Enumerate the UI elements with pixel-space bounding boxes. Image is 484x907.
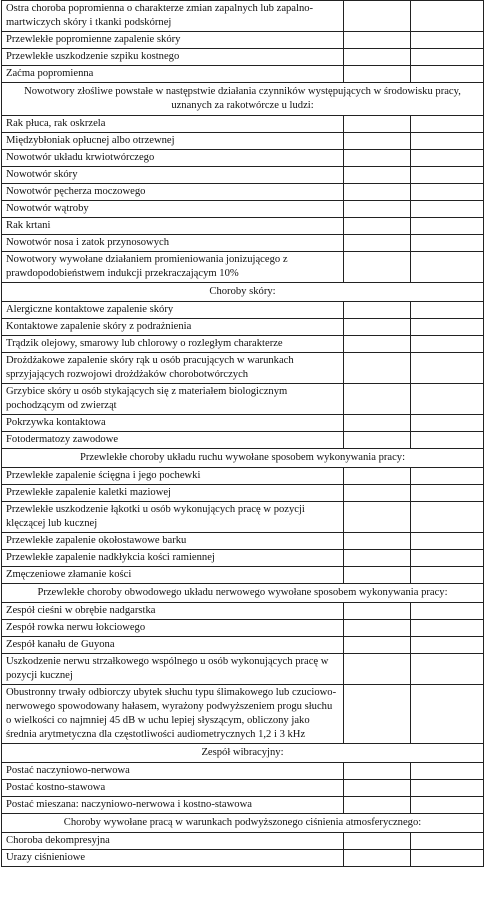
empty-cell — [344, 850, 411, 867]
disease-name-cell: Trądzik olejowy, smarowy lub chlorowy o rozległym charakterze — [2, 336, 344, 353]
empty-cell — [344, 468, 411, 485]
table-row — [2, 184, 484, 201]
disease-name-cell: Urazy ciśnieniowe — [2, 850, 344, 867]
empty-cell — [344, 201, 411, 218]
empty-cell — [411, 780, 484, 797]
table-row — [2, 432, 484, 449]
empty-cell — [344, 167, 411, 184]
empty-cell — [411, 66, 484, 83]
table-row — [2, 353, 484, 384]
empty-cell — [344, 252, 411, 283]
empty-cell — [344, 550, 411, 567]
disease-name-cell: Drożdżakowe zapalenie skóry rąk u osób pracujących w warunkach sprzyjających rozwojowi drożdżaków chorobotwórczych — [2, 353, 344, 384]
empty-cell — [344, 685, 411, 744]
disease-table — [1, 0, 484, 867]
table-row — [2, 533, 484, 550]
disease-name-cell: Nowotwór skóry — [2, 167, 344, 184]
empty-cell — [411, 49, 484, 66]
table-row — [2, 167, 484, 184]
empty-cell — [411, 218, 484, 235]
empty-cell — [344, 353, 411, 384]
disease-name-cell: Przewlekłe zapalenie kaletki maziowej — [2, 485, 344, 502]
empty-cell — [344, 415, 411, 432]
disease-name-cell: Zespół kanału de Guyona — [2, 637, 344, 654]
empty-cell — [411, 201, 484, 218]
empty-cell — [344, 833, 411, 850]
empty-cell — [411, 502, 484, 533]
disease-name-cell: Uszkodzenie nerwu strzałkowego wspólnego u osób wykonujących pracę w pozycji kucznej — [2, 654, 344, 685]
empty-cell — [411, 432, 484, 449]
empty-cell — [344, 797, 411, 814]
table-row — [2, 567, 484, 584]
empty-cell — [344, 533, 411, 550]
section-header-row — [2, 283, 484, 302]
table-row — [2, 252, 484, 283]
empty-cell — [344, 384, 411, 415]
empty-cell — [344, 1, 411, 32]
empty-cell — [344, 763, 411, 780]
empty-cell — [344, 654, 411, 685]
empty-cell — [411, 336, 484, 353]
disease-name-cell: Choroba dekompresyjna — [2, 833, 344, 850]
empty-cell — [411, 850, 484, 867]
empty-cell — [344, 302, 411, 319]
empty-cell — [344, 133, 411, 150]
table-row — [2, 384, 484, 415]
table-row — [2, 336, 484, 353]
empty-cell — [411, 167, 484, 184]
empty-cell — [411, 468, 484, 485]
section-header: Choroby wywołane pracą w warunkach podwyższonego ciśnienia atmosferycznego: — [2, 814, 484, 833]
table-row — [2, 685, 484, 744]
table-row — [2, 763, 484, 780]
table-body — [2, 1, 484, 867]
disease-name-cell: Zespół rowka nerwu łokciowego — [2, 620, 344, 637]
empty-cell — [344, 432, 411, 449]
empty-cell — [344, 567, 411, 584]
disease-name-cell: Ostra choroba popromienna o charakterze zmian zapalnych lub zapalno-martwiczych skóry i tkanki podskórnej — [2, 1, 344, 32]
empty-cell — [344, 637, 411, 654]
disease-name-cell: Obustronny trwały odbiorczy ubytek słuchu typu ślimakowego lub czuciowo-nerwowego spowodowany hałasem, wyrażony podwyższeniem progu słuchu o wielkości co najmniej 45 dB w uchu lepiej słyszącym, obliczony jako średnia arytmetyczna dla częstotliwości audiometrycznych 1,2 i 3 kHz — [2, 685, 344, 744]
empty-cell — [344, 502, 411, 533]
table-row — [2, 1, 484, 32]
table-row — [2, 150, 484, 167]
empty-cell — [344, 485, 411, 502]
section-header-row — [2, 584, 484, 603]
section-header-row — [2, 744, 484, 763]
empty-cell — [411, 116, 484, 133]
empty-cell — [411, 763, 484, 780]
empty-cell — [344, 336, 411, 353]
section-header: Przewlekłe choroby układu ruchu wywołane sposobem wykonywania pracy: — [2, 449, 484, 468]
empty-cell — [411, 620, 484, 637]
empty-cell — [411, 353, 484, 384]
empty-cell — [411, 550, 484, 567]
table-row — [2, 302, 484, 319]
disease-name-cell: Nowotwór pęcherza moczowego — [2, 184, 344, 201]
disease-name-cell: Pokrzywka kontaktowa — [2, 415, 344, 432]
empty-cell — [411, 252, 484, 283]
empty-cell — [344, 32, 411, 49]
section-header-row — [2, 449, 484, 468]
section-header: Choroby skóry: — [2, 283, 484, 302]
empty-cell — [344, 780, 411, 797]
empty-cell — [411, 235, 484, 252]
disease-name-cell: Przewlekłe popromienne zapalenie skóry — [2, 32, 344, 49]
section-header-row — [2, 83, 484, 116]
table-row — [2, 468, 484, 485]
empty-cell — [411, 485, 484, 502]
empty-cell — [411, 797, 484, 814]
disease-name-cell: Nowotwór układu krwiotwórczego — [2, 150, 344, 167]
table-row — [2, 235, 484, 252]
empty-cell — [411, 32, 484, 49]
table-row — [2, 620, 484, 637]
empty-cell — [411, 150, 484, 167]
table-row — [2, 66, 484, 83]
section-header: Przewlekłe choroby obwodowego układu nerwowego wywołane sposobem wykonywania pracy: — [2, 584, 484, 603]
table-row — [2, 201, 484, 218]
empty-cell — [344, 184, 411, 201]
empty-cell — [411, 833, 484, 850]
table-row — [2, 485, 484, 502]
disease-name-cell: Alergiczne kontaktowe zapalenie skóry — [2, 302, 344, 319]
table-row — [2, 32, 484, 49]
empty-cell — [344, 150, 411, 167]
disease-name-cell: Przewlekłe zapalenie okołostawowe barku — [2, 533, 344, 550]
empty-cell — [344, 319, 411, 336]
table-row — [2, 654, 484, 685]
table-row — [2, 833, 484, 850]
disease-name-cell: Rak krtani — [2, 218, 344, 235]
empty-cell — [344, 66, 411, 83]
empty-cell — [411, 1, 484, 32]
disease-name-cell: Przewlekłe zapalenie nadkłykcia kości ramiennej — [2, 550, 344, 567]
empty-cell — [411, 567, 484, 584]
table-row — [2, 502, 484, 533]
empty-cell — [411, 384, 484, 415]
section-header: Zespół wibracyjny: — [2, 744, 484, 763]
disease-name-cell: Zaćma popromienna — [2, 66, 344, 83]
empty-cell — [411, 533, 484, 550]
table-row — [2, 780, 484, 797]
table-row — [2, 415, 484, 432]
disease-name-cell: Postać mieszana: naczyniowo-nerwowa i kostno-stawowa — [2, 797, 344, 814]
section-header-row — [2, 814, 484, 833]
disease-name-cell: Przewlekłe zapalenie ścięgna i jego pochewki — [2, 468, 344, 485]
disease-name-cell: Zmęczeniowe złamanie kości — [2, 567, 344, 584]
empty-cell — [344, 235, 411, 252]
disease-name-cell: Fotodermatozy zawodowe — [2, 432, 344, 449]
disease-name-cell: Nowotwór nosa i zatok przynosowych — [2, 235, 344, 252]
empty-cell — [411, 637, 484, 654]
table-row — [2, 49, 484, 66]
table-row — [2, 637, 484, 654]
disease-name-cell: Nowotwory wywołane działaniem promieniowania jonizującego z prawdopodobieństwem indukcji przekraczającym 10% — [2, 252, 344, 283]
empty-cell — [411, 133, 484, 150]
table-row — [2, 116, 484, 133]
table-row — [2, 550, 484, 567]
empty-cell — [344, 620, 411, 637]
disease-name-cell: Postać naczyniowo-nerwowa — [2, 763, 344, 780]
empty-cell — [344, 218, 411, 235]
empty-cell — [411, 685, 484, 744]
empty-cell — [344, 49, 411, 66]
disease-name-cell: Nowotwór wątroby — [2, 201, 344, 218]
table-row — [2, 797, 484, 814]
disease-name-cell: Kontaktowe zapalenie skóry z podrażnienia — [2, 319, 344, 336]
table-row — [2, 603, 484, 620]
empty-cell — [411, 603, 484, 620]
disease-name-cell: Przewlekłe uszkodzenie łąkotki u osób wykonujących pracę w pozycji klęczącej lub kucznej — [2, 502, 344, 533]
empty-cell — [411, 319, 484, 336]
table-row — [2, 133, 484, 150]
empty-cell — [344, 116, 411, 133]
table-row — [2, 850, 484, 867]
disease-name-cell: Grzybice skóry u osób stykających się z materiałem biologicznym pochodzącym od zwierząt — [2, 384, 344, 415]
disease-name-cell: Przewlekłe uszkodzenie szpiku kostnego — [2, 49, 344, 66]
disease-name-cell: Rak płuca, rak oskrzela — [2, 116, 344, 133]
empty-cell — [411, 654, 484, 685]
empty-cell — [411, 415, 484, 432]
disease-name-cell: Postać kostno-stawowa — [2, 780, 344, 797]
disease-name-cell: Zespół cieśni w obrębie nadgarstka — [2, 603, 344, 620]
table-row — [2, 319, 484, 336]
empty-cell — [344, 603, 411, 620]
empty-cell — [411, 184, 484, 201]
empty-cell — [411, 302, 484, 319]
table-row — [2, 218, 484, 235]
section-header: Nowotwory złośliwe powstałe w następstwie działania czynników występujących w środowisku pracy, uznanych za rakotwórcze u ludzi: — [2, 83, 484, 116]
disease-name-cell: Międzybłoniak opłucnej albo otrzewnej — [2, 133, 344, 150]
